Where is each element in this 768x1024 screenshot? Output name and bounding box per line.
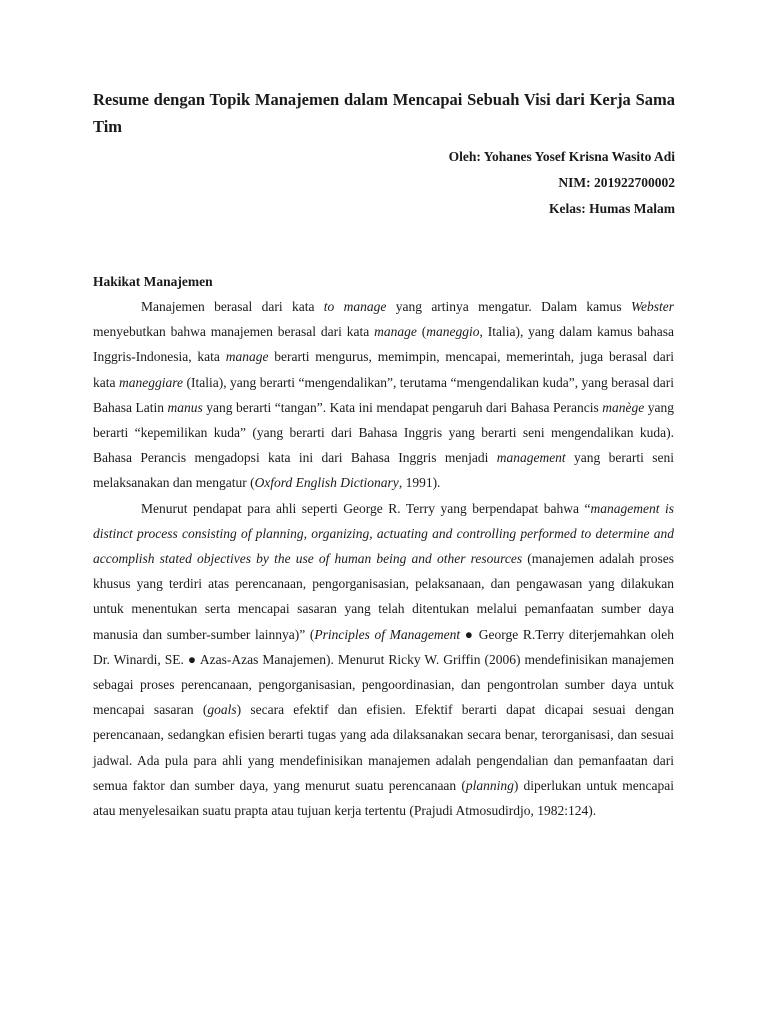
text-run: ● George R.Terry diterjemahkan oleh Dr. Winardi, SE. ● Azas-Azas Manajemen). Menurut Ricky W. Griffin (2006) mendefinisikan manajemen sebagai proses perencanaan, pengorganisasian, pengoordinasian, dan pengontrolan sumber daya untuk mencapai sasaran ( (93, 626, 674, 718)
italic-run: Oxford English Dictionary (254, 475, 399, 491)
text-run: , 1991). (398, 475, 441, 491)
italic-run: Principles of Management (314, 626, 461, 642)
text-run: Menurut pendapat para ahli seperti George R. Terry yang berpendapat bahwa “ (141, 500, 591, 516)
author-info (449, 144, 675, 222)
class-line: Kelas: Humas Malam (549, 201, 675, 216)
italic-run: management is distinct process consisting of planning, organizing, actuating and controlling performed to determine and accomplish stated objectives by the use of human being and other resources (93, 500, 674, 567)
text-run: ) secara efektif dan efisien. Efektif berarti dapat dicapai sesuai dengan perencanaan, sedangkan efisien berarti tugas yang ada dilaksanakan secara benar, terorganisasi, dan sesuai jadwal. Ada pula para ahli yang mendefinisikan manajemen adalah pengendalian dan pemanfaatan dari semua faktor dan sumber daya, yang menurut suatu perencanaan ( (93, 702, 675, 793)
section-heading: Hakikat Manajemen (93, 274, 213, 289)
italic-run: maneggiare (118, 374, 183, 390)
text-run: yang berarti “kepemilikan kuda” (yang berarti dari Bahasa Inggris yang berarti seni mengendalikan kuda). Bahasa Perancis mengadopsi kata ini dari Bahasa Inggris menjadi (93, 399, 674, 466)
document-title: Resume dengan Topik Manajemen dalam Mencapai Sebuah Visi dari Kerja Sama Tim (93, 90, 675, 136)
paragraph-2 (93, 496, 674, 824)
nim-line: NIM: 201922700002 (558, 175, 675, 190)
italic-run: manage (374, 324, 417, 340)
document-body (93, 294, 674, 823)
author-line: Oleh: Yohanes Yosef Krisna Wasito Adi (448, 149, 675, 164)
text-run: yang berarti seni melaksanakan dan mengatur ( (93, 450, 675, 491)
italic-run: planning (465, 777, 514, 793)
text-run: yang artinya mengatur. Dalam kamus (386, 299, 632, 314)
italic-run: manus (167, 399, 203, 415)
italic-run: management (496, 450, 566, 466)
text-run: (manajemen adalah proses khusus yang terdiri atas perencanaan, pengorganisasian, pelaksanaan, dan pengawasan yang dilakukan untuk menentukan serta mencapai sasaran yang telah ditentukan melalui pemanfaatan sumber daya manusia dan sumber-sumber lainnya)” ( (93, 551, 675, 642)
italic-run: manège (602, 399, 645, 415)
paragraph-1 (93, 294, 674, 496)
text-run: ) diperlukan untuk mencapai atau menyelesaikan suatu prapta atau tujuan kerja tertentu (Prajudi Atmosudirdjo, 1982:124). (93, 777, 674, 819)
italic-run: to manage (323, 299, 387, 314)
text-run: (Italia), yang berarti “mengendalikan”, terutama “mengendalikan kuda”, yang berasal dari Bahasa Latin (93, 374, 674, 415)
text-run: yang berarti “tangan”. Kata ini mendapat pengaruh dari Bahasa Perancis (202, 399, 603, 415)
text-run: , Italia), yang dalam kamus bahasa Inggris-Indonesia, kata (93, 324, 674, 365)
text-run: berarti mengurus, memimpin, mencapai, memerintah, juga berasal dari kata (93, 349, 674, 390)
text-run: menyebutkan bahwa manajemen berasal dari kata (93, 324, 375, 340)
italic-run: manage (225, 349, 269, 365)
italic-run: maneggio (426, 324, 480, 340)
text-run: ( (416, 324, 427, 340)
italic-run: goals (207, 702, 237, 718)
italic-run: Webster (631, 299, 675, 314)
text-run: Manajemen berasal dari kata (141, 299, 324, 314)
